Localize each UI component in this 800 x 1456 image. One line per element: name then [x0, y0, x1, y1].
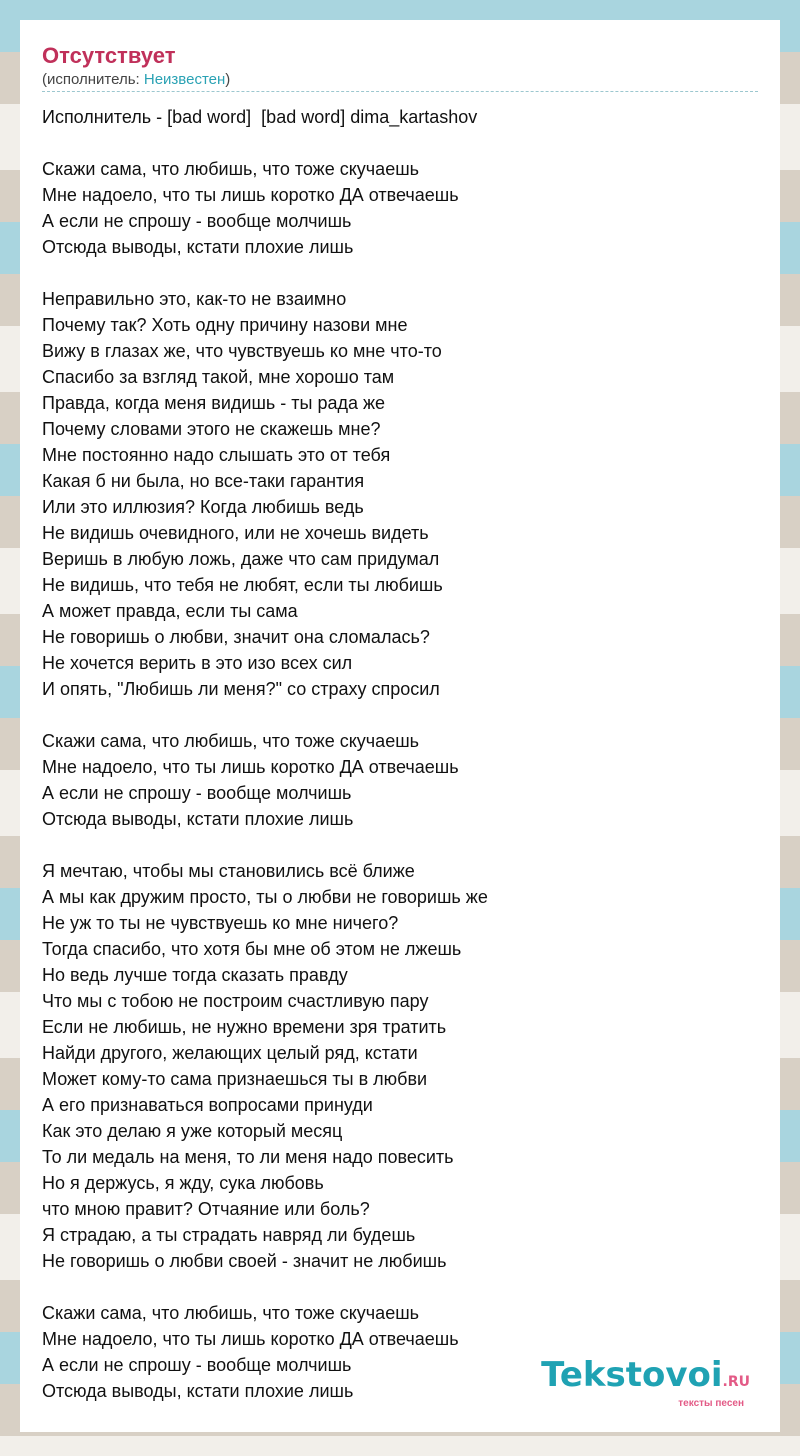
lyrics-line: Мне надоело, что ты лишь коротко ДА отвечаешь	[42, 757, 459, 777]
lyrics-line: Скажи сама, что любишь, что тоже скучаешь	[42, 159, 420, 179]
lyrics-line: Но я держусь, я жду, сука любовь	[42, 1173, 324, 1193]
lyrics-line: Не говоришь о любви своей - значит не любишь	[42, 1251, 447, 1271]
lyrics-line: Может кому-то сама признаешься ты в любви	[42, 1069, 428, 1089]
lyrics-line: Но ведь лучше тогда сказать правду	[42, 965, 348, 985]
lyrics-line: Почему так? Хоть одну причину назови мне	[42, 315, 408, 335]
lyrics-line: Почему словами этого не скажешь мне?	[42, 419, 381, 439]
lyrics-line: Как это делаю я уже который месяц	[42, 1121, 343, 1141]
lyrics-line: Правда, когда меня видишь - ты рада же	[42, 393, 386, 413]
lyrics-line: Отсюда выводы, кстати плохие лишь	[42, 1381, 354, 1401]
artist-prefix: (исполнитель:	[42, 71, 144, 88]
artist-link[interactable]: Неизвестен	[143, 71, 226, 88]
lyrics-line: А может правда, если ты сама	[42, 601, 298, 621]
lyrics-blank-line	[42, 1274, 758, 1300]
logo-tagline: тексты песен	[678, 1398, 744, 1409]
lyrics-line: Скажи сама, что любишь, что тоже скучаешь	[42, 1303, 420, 1323]
lyrics-line: Не уж то ты не чувствуешь ко мне ничего?	[42, 913, 399, 933]
lyrics-line: А если не спрошу - вообще молчишь	[42, 211, 352, 231]
lyrics-line: Найди другого, желающих целый ряд, кстати	[42, 1043, 418, 1063]
lyrics-line: А если не спрошу - вообще молчишь	[42, 783, 352, 803]
lyrics-line: А мы как дружим просто, ты о любви не говоришь же	[42, 887, 488, 907]
lyrics-blank-line	[42, 702, 758, 728]
lyrics-card	[20, 20, 780, 1432]
logo-wordmark: Tekstovoi	[541, 1355, 723, 1395]
lyrics-line: Не видишь очевидного, или не хочешь видеть	[42, 523, 429, 543]
lyrics-line: Неправильно это, как-то не взаимно	[42, 289, 347, 309]
lyrics-line: Я мечтаю, чтобы мы становились всё ближе	[42, 861, 415, 881]
lyrics-line: Скажи сама, что любишь, что тоже скучаешь	[42, 731, 420, 751]
header-divider	[42, 91, 758, 92]
lyrics-line: А его признаваться вопросами принуди	[42, 1095, 373, 1115]
artist-line	[42, 70, 758, 90]
lyrics-line: Веришь в любую ложь, даже что сам придумал	[42, 549, 440, 569]
lyrics-line: Мне надоело, что ты лишь коротко ДА отвечаешь	[42, 185, 459, 205]
lyrics-line: Вижу в глазах же, что чувствуешь ко мне что-то	[42, 341, 442, 361]
lyrics-line: Не видишь, что тебя не любят, если ты любишь	[42, 575, 443, 595]
artist-suffix: )	[225, 71, 231, 88]
lyrics-line: Мне постоянно надо слышать это от тебя	[42, 445, 391, 465]
lyrics-line: Не говоришь о любви, значит она сломалась?	[42, 627, 430, 647]
lyrics-blank-line	[42, 130, 758, 156]
lyrics-line: Если не любишь, не нужно времени зря тратить	[42, 1017, 447, 1037]
lyrics-line: И опять, "Любишь ли меня?" со страху спросил	[42, 679, 440, 699]
lyrics-line: что мною правит? Отчаяние или боль?	[42, 1199, 370, 1219]
lyrics-line: Отсюда выводы, кстати плохие лишь	[42, 809, 354, 829]
song-title: Отсутствует	[42, 43, 176, 68]
lyrics-line: Исполнитель - [bad word] [bad word] dima_kartashov	[42, 107, 478, 127]
lyrics-blank-line	[42, 260, 758, 286]
lyrics-line: Тогда спасибо, что хотя бы мне об этом не лжешь	[42, 939, 462, 959]
lyrics-line: Какая б ни была, но все-таки гарантия	[42, 471, 365, 491]
lyrics-line: Мне надоело, что ты лишь коротко ДА отвечаешь	[42, 1329, 459, 1349]
lyrics-line: То ли медаль на меня, то ли меня надо повесить	[42, 1147, 454, 1167]
lyrics-line: А если не спрошу - вообще молчишь	[42, 1355, 352, 1375]
lyrics-line: Отсюда выводы, кстати плохие лишь	[42, 237, 354, 257]
lyrics-blank-line	[42, 832, 758, 858]
lyrics-line: Я страдаю, а ты страдать навряд ли будешь	[42, 1225, 416, 1245]
logo-tld: .RU	[722, 1374, 750, 1390]
lyrics-text	[42, 104, 758, 1404]
lyrics-line: Что мы с тобою не построим счастливую пару	[42, 991, 429, 1011]
site-logo[interactable]	[541, 1357, 750, 1410]
lyrics-line: Или это иллюзия? Когда любишь ведь	[42, 497, 364, 517]
lyrics-line: Не хочется верить в это изо всех сил	[42, 653, 353, 673]
lyrics-line: Спасибо за взгляд такой, мне хорошо там	[42, 367, 395, 387]
